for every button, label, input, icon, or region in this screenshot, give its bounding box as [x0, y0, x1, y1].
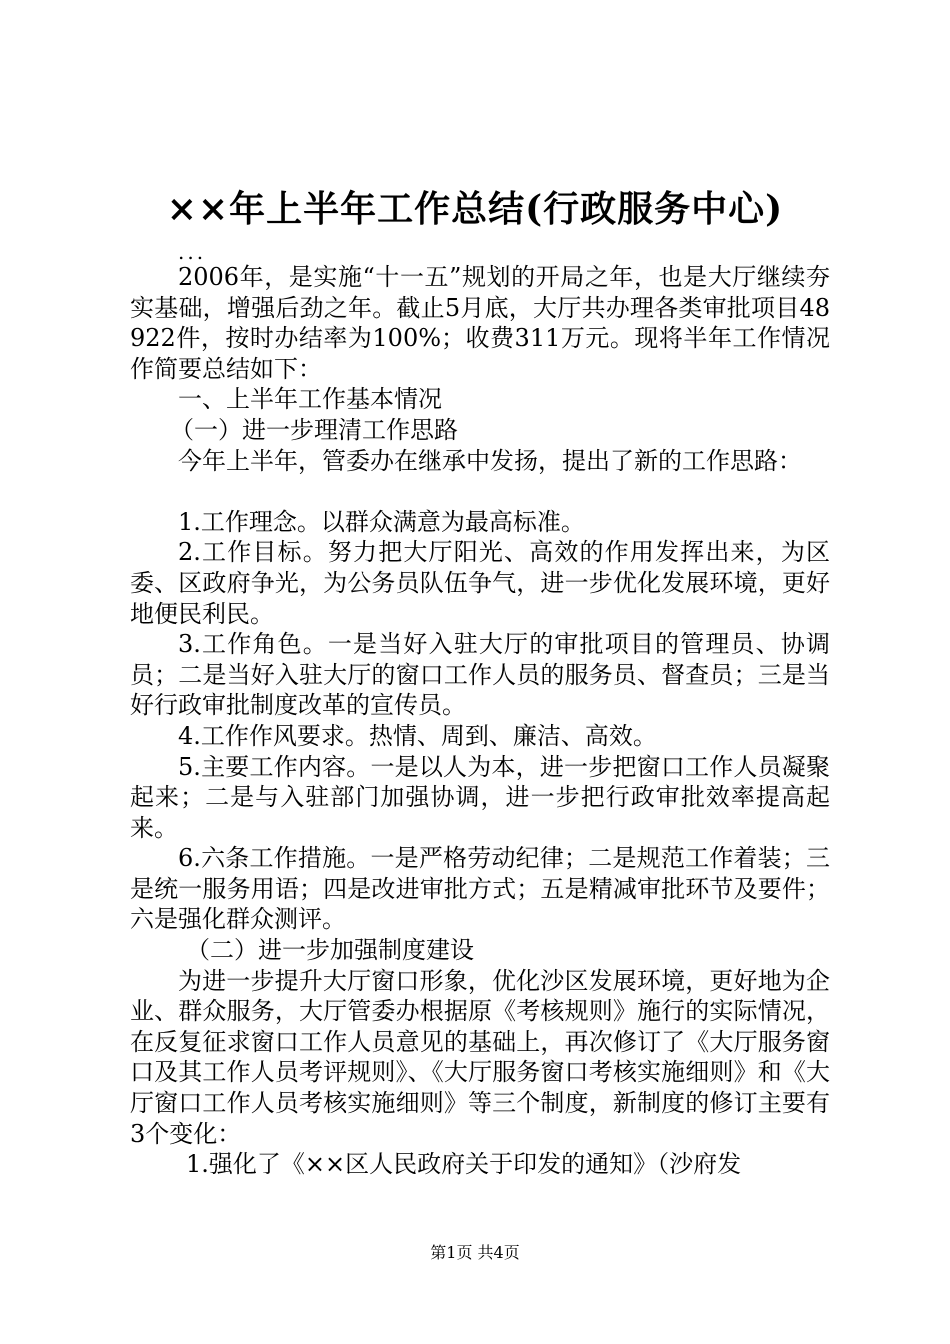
blank-line — [130, 476, 830, 507]
subsection-heading-1: （一）进一步理清工作思路 — [170, 415, 458, 444]
list-item-3: 3.工作角色。一是当好入驻大厅的审批项目的管理员、协调员；二是当好入驻大厅的窗口工作人员的服务员、督查员；三是当好行政审批制度改革的宣传员。 — [130, 630, 830, 720]
list-item-change-1: 1.强化了《××区人民政府关于印发的通知》（沙府发 — [186, 1150, 742, 1179]
document-title: ××年上半年工作总结(行政服务中心) — [166, 188, 784, 230]
list-item-4: 4.工作作风要求。热情、周到、廉洁、高效。 — [178, 721, 657, 750]
list-item-6: 6.六条工作措施。一是严格劳动纪律；二是规范工作着装；三是统一服务用语；四是改进审批方式；五是精减审批环节及要件；六是强化群众测评。 — [130, 844, 830, 934]
section-heading-1: 一、上半年工作基本情况 — [178, 385, 442, 414]
subsection-heading-2: （二）进一步加强制度建设 — [186, 936, 474, 965]
list-item-1: 1.工作理念。以群众满意为最高标准。 — [178, 507, 585, 536]
paragraph-work-ideas: 今年上半年，管委办在继承中发扬，提出了新的工作思路： — [178, 446, 802, 475]
document-body — [130, 262, 830, 1180]
list-item-5: 5.主要工作内容。一是以人为本，进一步把窗口工作人员凝聚起来；二是与入驻部门加强协调，进一步把行政审批效率提高起来。 — [130, 752, 830, 842]
paragraph-system-building: 为进一步提升大厅窗口形象，优化沙区发展环境，更好地为企业、群众服务，大厅管委办根据原《考核规则》施行的实际情况，在反复征求窗口工作人员意见的基础上，再次修订了《大厅服务窗口及其工作人员考评规则》、《大厅服务窗口考核实施细则》和《大厅窗口工作人员考核实施细则》等三个制度，新制度的修订主要有3个变化： — [130, 966, 830, 1148]
list-item-2: 2.工作目标。努力把大厅阳光、高效的作用发挥出来，为区委、区政府争光，为公务员队伍争气，进一步优化发展环境，更好地便民利民。 — [130, 538, 830, 628]
page-footer: 第1页 共4页 — [430, 1243, 520, 1262]
paragraph-intro: 2006年，是实施“十一五”规划的开局之年，也是大厅继续夯实基础，增强后劲之年。截止5月底，大厅共办理各类审批项目48922件，按时办结率为100%；收费311万元。现将半年工作情况作简要总结如下： — [130, 263, 830, 383]
ellipsis-mark: ... — [178, 240, 207, 264]
